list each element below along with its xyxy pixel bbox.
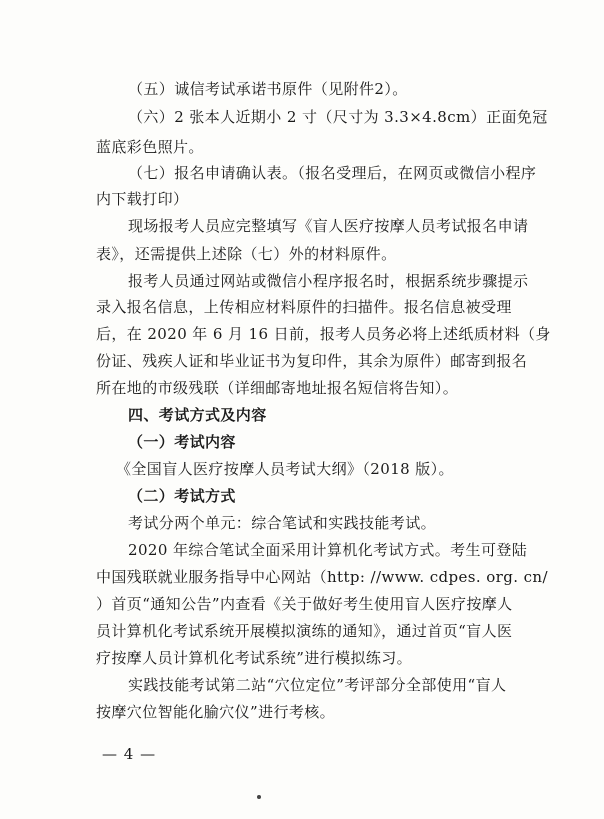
text-line-computer-2: 中国残联就业服务指导中心网站（http: //www. cdpes. org. cn/ [96, 568, 548, 586]
section-heading-exam-method: 四、考试方式及内容 [128, 406, 267, 424]
text-line-computer-5: 疗按摩人员计算机化考试系统”进行模拟练习。 [96, 649, 413, 667]
text-line-online-3: 后，在 2020 年 6 月 16 日前，报考人员务必将上述纸质材料（身 [96, 325, 551, 343]
text-line-online-4: 份证、残疾人证和毕业证书为复印件，其余为原件）邮寄到报名 [96, 352, 528, 370]
text-line-online-1: 报考人员通过网站或微信小程序报名时，根据系统步骤提示 [128, 272, 529, 290]
text-line-computer-4: 员计算机化考试系统开展模拟演练的通知》，通过首页“盲人医 [96, 622, 513, 640]
text-line-item-5: （五）诚信考试承诺书原件（见附件2）。 [128, 80, 408, 98]
scan-speck [257, 795, 261, 799]
text-line-item-7-cont: 内下载打印） [96, 190, 189, 208]
text-line-item-6-cont: 蓝底彩色照片。 [96, 138, 204, 156]
text-line-onsite: 现场报考人员应完整填写《盲人医疗按摩人员考试报名申请 [128, 217, 529, 235]
text-line-item-6: （六）2 张本人近期小 2 寸（尺寸为 3.3×4.8cm）正面免冠 [128, 108, 548, 126]
text-line-units: 考试分两个单元：综合笔试和实践技能考试。 [128, 514, 437, 532]
text-line-online-5: 所在地的市级残联（详细邮寄地址报名短信将告知）。 [96, 379, 459, 397]
text-line-practical-2: 按摩穴位智能化腧穴仪”进行考核。 [96, 703, 336, 721]
subsection-heading-exam-format: （二）考试方式 [128, 487, 236, 505]
text-line-syllabus: 《全国盲人医疗按摩人员考试大纲》（2018 版）。 [116, 460, 454, 478]
text-line-practical-1: 实践技能考试第二站“穴位定位”考评部分全部使用“盲人 [128, 676, 507, 694]
page-number: — 4 — [102, 745, 157, 763]
subsection-heading-exam-content: （一）考试内容 [128, 433, 236, 451]
text-line-onsite-cont: 表》，还需提供上述除（七）外的材料原件。 [96, 245, 397, 263]
text-line-item-7: （七）报名申请确认表。（报名受理后，在网页或微信小程序 [128, 164, 537, 182]
text-line-computer-3: ）首页“通知公告”内查看《关于做好考生使用盲人医疗按摩人 [96, 595, 513, 613]
text-line-online-2: 录入报名信息，上传相应材料原件的扫描件。报名信息被受理 [96, 298, 512, 316]
text-line-computer-1: 2020 年综合笔试全面采用计算机化考试方式。考生可登陆 [128, 541, 528, 559]
